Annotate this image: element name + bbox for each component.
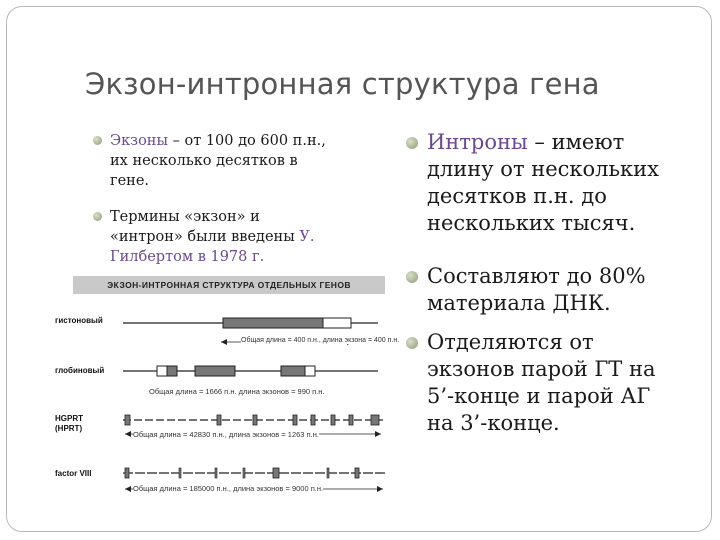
arrow-head-left [221,339,227,345]
terms-line-2: «интрон» были введены У. [110,229,315,245]
share-line-2: материала ДНК. [427,291,611,315]
exon-box [293,415,297,425]
exon-box [157,366,167,376]
row-label-factor: factor VIII [55,469,92,478]
bullet-icon [406,337,418,349]
exon-box [355,468,359,478]
utr-box [323,318,351,328]
arrow-head-left [125,431,131,437]
right-bullet-separation [427,329,656,437]
exon-box [253,415,257,425]
exon-box [223,318,323,328]
figure-title: ЭКЗОН-ИНТРОННАЯ СТРУКТУРА ОТДЕЛЬНЫХ ГЕНОВ [73,276,385,294]
bullet-icon [406,137,418,149]
introns-line-3: десятков п.н. до [427,184,607,208]
exon-box [281,366,305,376]
sep-line-1: Отделяются от [427,330,594,354]
bullet-icon [93,136,102,145]
bullet-icon [93,212,102,221]
exons-line-1-rest: – от 100 до 600 п.н., [168,133,326,149]
terms-line-3: Гилбертом в 1978 г. [110,249,265,265]
bullet-icon [406,271,418,283]
exons-line-3: гене. [110,173,150,189]
right-bullet-share [427,263,646,317]
introns-term: Интроны [427,130,528,154]
row-label-histone: гистоновый [55,316,103,325]
exons-term: Экзоны [110,133,168,149]
exon-box [195,366,235,376]
exon-box [371,415,379,425]
exon-box [217,415,221,425]
exon-box [125,468,129,478]
left-bullet-terms [110,207,314,267]
factor-viii-gene-diagram [123,465,389,501]
exon-box [273,468,279,478]
introns-line-2: длину от нескольких [427,157,659,181]
row-caption-histone: Общая длина = 400 п.н., длина экзона = 400 п.н. [241,337,400,344]
exon-box [305,366,315,376]
terms-line-1: Термины «экзон» и [110,209,260,225]
introns-line-4: нескольких тысяч. [427,211,636,235]
share-line-1: Составляют до 80% [427,264,646,288]
page-title: Экзон-интронная структура гена [85,67,600,101]
exon-box [125,415,130,425]
exon-box [311,415,315,425]
right-bullet-introns: Интроны – имеют длину от нескольких десятков п.н. до нескольких тысяч. [427,129,659,237]
exon-box [349,415,353,425]
left-bullet-exons [110,131,326,191]
arrow-head-left [125,486,131,492]
arrow-head-right [375,431,381,437]
exon-box [179,468,181,478]
sep-line-2: экзонов парой ГТ на [427,357,656,381]
exon-box [167,366,177,376]
row-label-globin: глобиновый [55,366,105,375]
exon-box [243,468,245,478]
row-caption-factor: Общая длина = 185000 п.н., длина экзонов = 9000 п.н. [133,484,324,493]
exon-box [331,415,335,425]
histone-gene-diagram [123,310,389,350]
row-caption-globin: Общая длина = 1666 п.н. длина экзонов = 990 п.н. [149,387,325,396]
sep-line-4: на 3’-конце. [427,411,560,435]
sep-line-3: 5’-конце и парой АГ [427,384,651,408]
row-caption-hgprt: Общая длина = 42830 п.н., длина экзонов = 1263 п.н. [133,430,319,439]
gene-structure-figure [53,274,400,504]
exon-box [327,468,329,478]
slide [6,6,712,532]
exons-line-2: их несколько десятков в [110,153,298,169]
row-label-hgprt: HGPRT (HPRT) [55,414,83,433]
exon-box [215,468,217,478]
arrow-head-right [377,486,383,492]
